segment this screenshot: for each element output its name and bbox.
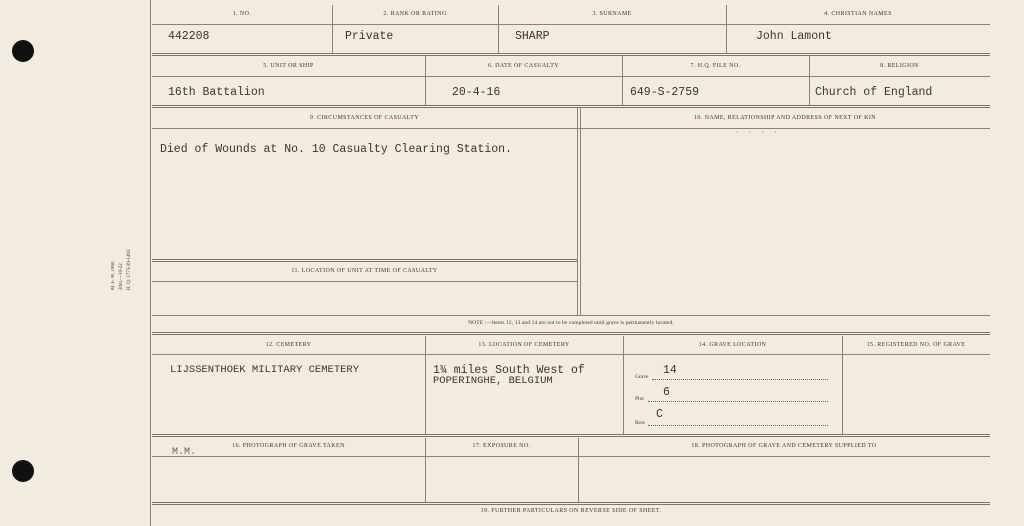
label-plot: Plot [635, 396, 644, 402]
label-row: Row [635, 420, 646, 426]
side-print: M. F. W. 1860 20m.—10-22 H. Q. 1773-39-1493 [111, 249, 132, 290]
left-margin-rule [150, 0, 151, 526]
label-religion: 8. RELIGION [880, 63, 919, 69]
label-photo-supplied: 18. PHOTOGRAPH OF GRAVE AND CEMETERY SUPPLIED TO [691, 443, 877, 449]
label-unit: 5. UNIT OR SHIP [263, 63, 314, 69]
value-cemetery-location-line1: 1¾ miles South West of [433, 364, 585, 377]
label-circumstances: 9. CIRCUMSTANCES OF CASUALTY [309, 115, 420, 121]
label-photo-taken: 16. PHOTOGRAPH OF GRAVE TAKEN [232, 443, 345, 449]
punch-hole-top [12, 40, 34, 62]
value-cemetery: LIJSSENTHOEK MILITARY CEMETERY [170, 364, 360, 376]
value-unit: 16th Battalion [168, 86, 265, 99]
value-plot: 6 [663, 386, 670, 399]
label-hq-file: 7. H.Q. FILE NO. [690, 63, 741, 69]
value-circumstances: Died of Wounds at No. 10 Casualty Clearing Station. [160, 143, 512, 156]
label-cemetery: 12. CEMETERY [265, 342, 312, 348]
label-next-of-kin: 10. NAME, RELATIONSHIP AND ADDRESS OF NEXT OF KIN [694, 115, 876, 121]
value-hq-file: 649-S-2759 [630, 86, 700, 99]
label-no: 1. NO. [232, 11, 252, 17]
value-grave: 14 [663, 364, 677, 377]
next-of-kin-dots: ···· [736, 128, 787, 137]
label-registered-no: 15. REGISTERED NO. OF GRAVE [866, 342, 966, 348]
label-date: 6. DATE OF CASUALTY [487, 63, 560, 69]
value-no: 442208 [168, 30, 210, 43]
value-christian-names: John Lamont [756, 30, 832, 43]
value-surname: SHARP [515, 30, 550, 43]
label-surname: 3. SURNAME [592, 11, 632, 17]
label-christian-names: 4. CHRISTIAN NAMES [824, 11, 892, 17]
value-photo-taken: M.M. [172, 447, 197, 458]
label-grave: Grave [635, 374, 649, 380]
label-further-particulars: 19. FURTHER PARTICULARS ON REVERSE SIDE OF SHEET. [480, 508, 662, 514]
label-cemetery-location: 13. LOCATION OF CEMETERY [478, 342, 570, 348]
label-grave-location: 14. GRAVE LOCATION [698, 342, 767, 348]
value-row: C [656, 408, 663, 421]
label-rank: 2. RANK OR RATING [383, 11, 447, 17]
value-date: 20-4-16 [452, 86, 501, 99]
value-cemetery-location-line2: POPERINGHE, BELGIUM [433, 375, 553, 387]
punch-hole-bottom [12, 460, 34, 482]
note-text: NOTE :—Items 12, 13 and 14 are not to be completed until grave is permanently located. [468, 320, 674, 326]
value-religion: Church of England [815, 86, 933, 99]
value-rank: Private [345, 30, 394, 43]
label-unit-location: 11. LOCATION OF UNIT AT TIME OF CASUALTY [291, 268, 438, 274]
label-exposure: 17. EXPOSURE NO. [472, 443, 531, 449]
